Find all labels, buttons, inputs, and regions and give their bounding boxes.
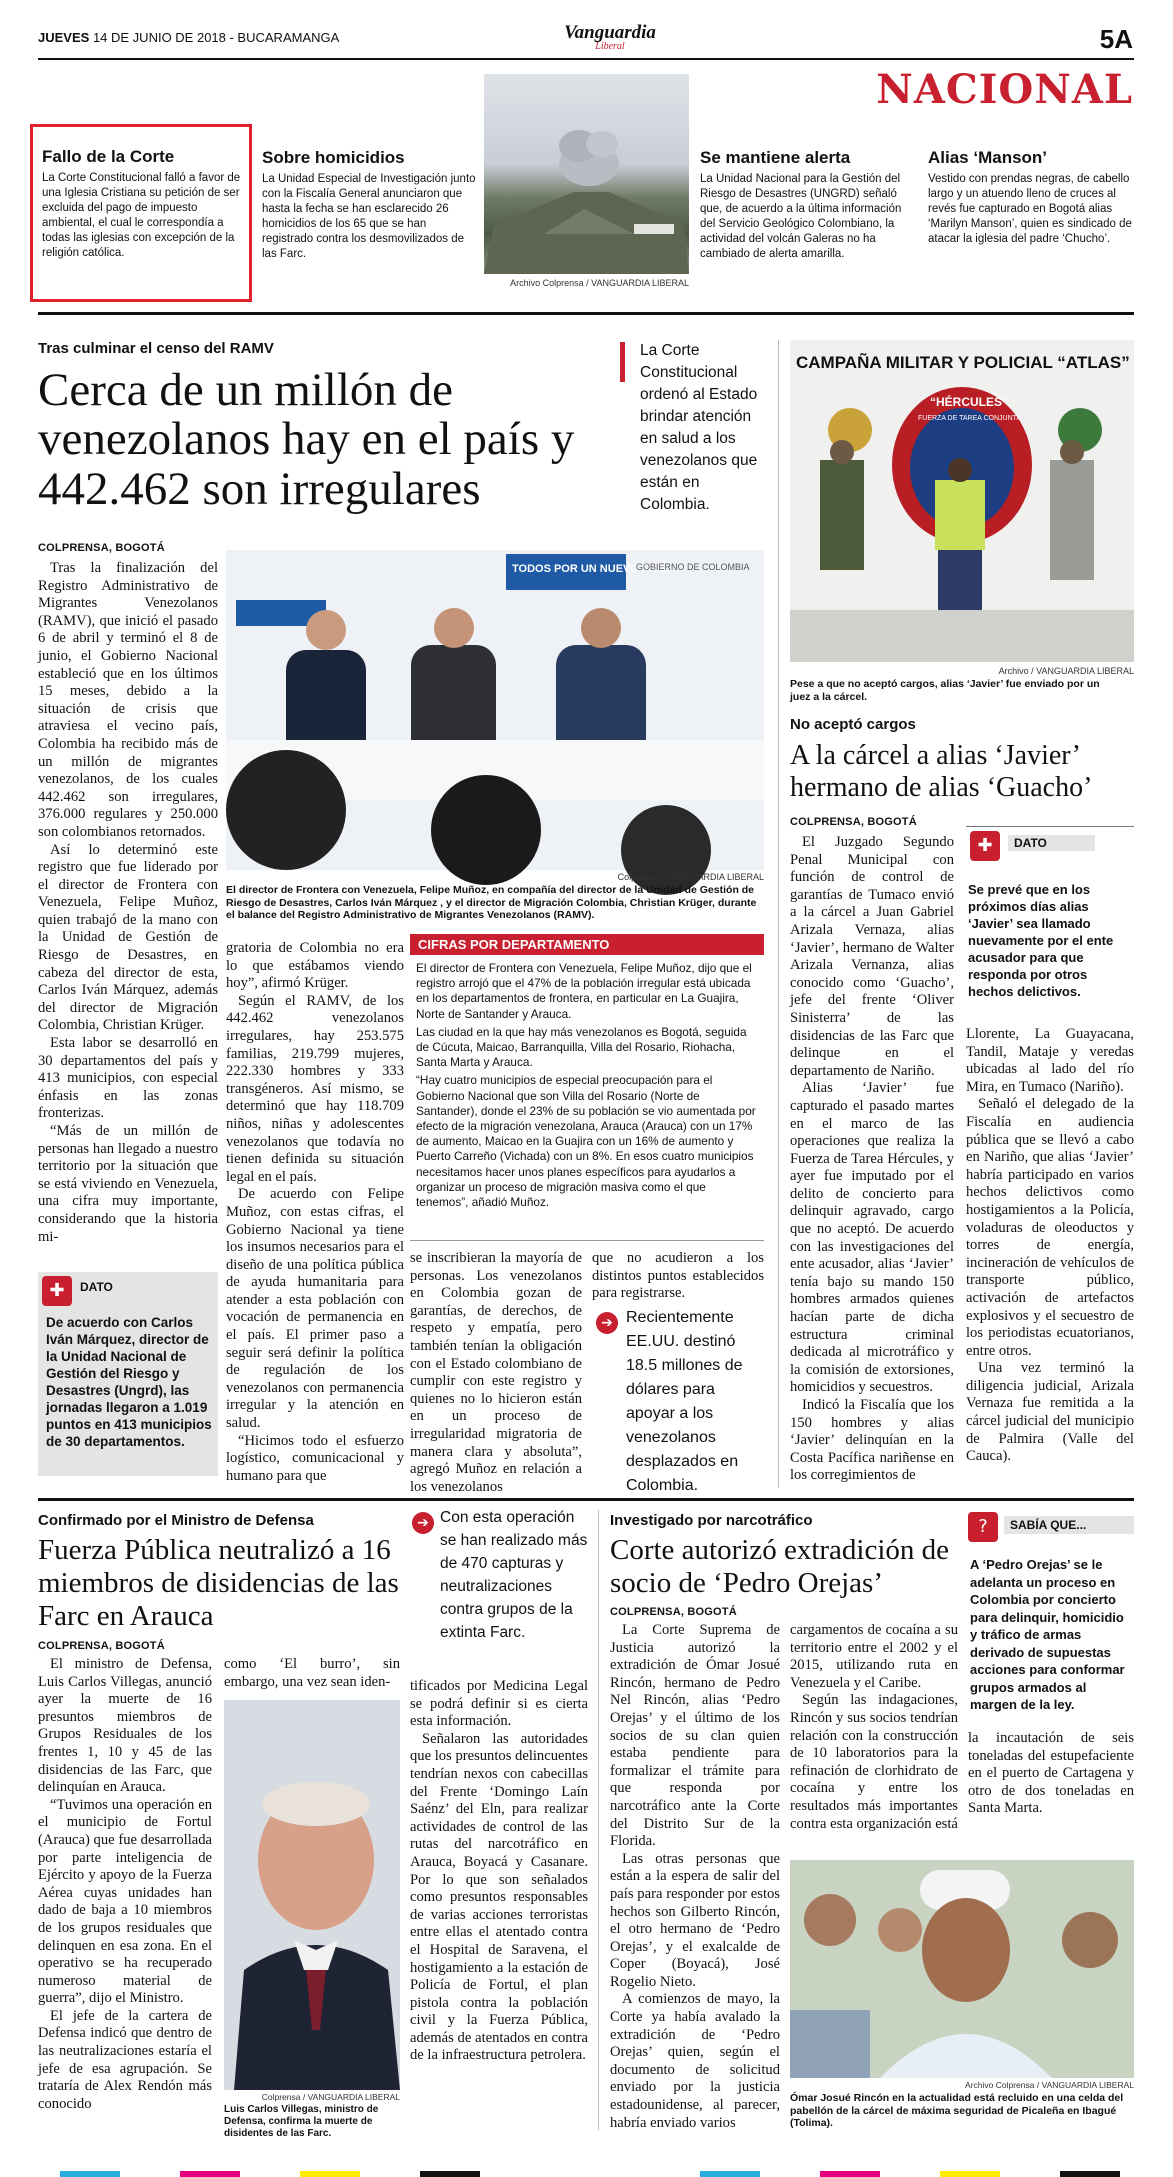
orejas-kicker: Investigado por narcotráfico: [610, 1512, 813, 1529]
color-bar: [420, 2171, 480, 2177]
orejas-headline: Corte autorizó extradición de socio de ‘Pedro Orejas’: [610, 1534, 950, 1599]
press-conference-image: [226, 550, 764, 870]
paragraph: De acuerdo con Felipe Muñoz, con estas cifras, el Gobierno Nacional ya tiene los insumos necesarios para el diseño de una política pública de ayuda humanitaria para atender a esta población con vocación de permanencia en el país. El primer paso a seguir será definir la política de regulación de los venezolanos con permanencia irregular y la atención en salud.: [226, 1186, 404, 1432]
main-col2: [226, 940, 404, 1484]
orejas-col2: [790, 1622, 958, 1852]
main-byline: COLPRENSA, BOGOTÁ: [38, 542, 165, 554]
cifras-box-title: CIFRAS POR DEPARTAMENTO: [410, 934, 764, 955]
rincon-credit: Archivo Colprensa / VANGUARDIA LIBERAL: [965, 2080, 1134, 2090]
paragraph: La Corte Suprema de Justicia autorizó la extradición de Ómar Josué Rincón, hermano de Pedro Nel Rincón, alias ‘Pedro Orejas’ y el último de los socios de su clan quien estaba pendiente para formalizar el trámite para que responda por narcotráfico ante la Corte del Distrito Sur de la Florida.: [610, 1622, 780, 1850]
atlas-kicker: No aceptó cargos: [790, 716, 916, 733]
main-photo: [226, 550, 764, 870]
paragraph: El Juzgado Segundo Penal Municipal con función de control de garantías de Tumaco envió a la cárcel a Juan Gabriel Arizala Vernaza, alias ‘Javier’, hermano de Walter Arizala Vernanza, alias conocido como ‘Guacho’, jefe del frente ‘Oliver Sinisterra’ de las disidencias de las Farc que delinque en el departamento de Nariño.: [790, 834, 954, 1079]
sabia-box: [968, 1512, 1134, 1722]
volcano-credit: Archivo Colprensa / VANGUARDIA LIBERAL: [510, 278, 689, 288]
info-icon: ?: [968, 1512, 998, 1542]
brief-fallo: [30, 124, 252, 302]
volcano-photo: [484, 74, 689, 274]
column-divider: [778, 340, 779, 1488]
villegas-caption: Luis Carlos Villegas, ministro de Defensa, confirma la muerte de disidentes de las Farc.: [224, 2104, 379, 2139]
paragraph: El jefe de la cartera de Defensa indicó que dentro de las neutralizaciones estaría el jefe de esa agrupación. Se trataría de Alex Rendón más conocido: [38, 2007, 212, 2112]
rincon-image: [790, 1860, 1134, 2078]
brief-title: Alias ‘Manson’: [928, 148, 1048, 167]
paragraph: Indicó la Fiscalía que los 150 hombres y alias ‘Javier’ delinquían en la Costa Pacífica nariñense en los corregimientos de: [790, 1397, 954, 1484]
masthead-dateline: [38, 30, 339, 45]
main-photo-caption: El director de Frontera con Venezuela, Felipe Muñoz, en compañía del director de la Unidad de Gestión de Riesgo de Desastres, Carlos Iván Márquez , y el director de Migración Colombia, Christian Krüger, durante el balance del Registro Administrativo de Migrantes Venezolanos (RAMV).: [226, 884, 757, 921]
paragraph: que no acudieron a los distintos puntos establecidos para registrarse.: [592, 1250, 764, 1302]
banner-text-2: GOBIERNO DE COLOMBIA: [636, 562, 750, 572]
farc-col2-top: [224, 1656, 400, 1691]
brief-alerta: [700, 148, 915, 262]
brief-body: La Unidad Especial de Investigación junto con la Fiscalía General anunciaron que hasta la fecha se han esclarecido 26 homicidios de los 65 que se han registrado contra los desmovilizados de las Farc.: [262, 173, 476, 260]
paragraph: Señaló el delegado de la Fiscalía en audiencia pública que se llevó a cabo en Nariño, que alias ‘Javier’ habría participado en varios hechos delictivos como hostigamientos a la Policía, voladuras de oleoductos y torres de energía, incineración de vehículos de transporte público, activación de artefactos explosivos y el secuestro de los periodistas ecuatorianos, entre otros.: [966, 1096, 1134, 1359]
military-campaign-image: [790, 340, 1134, 662]
color-bar: [820, 2171, 880, 2177]
atlas-photo: [790, 340, 1134, 662]
paragraph: Según el RAMV, de los 442.462 venezolanos irregulares, hay 253.575 familias, 219.799 mujeres, 222.330 hombres y 333 transgéneros. Así mismo, se determinó que hay 118.709 niños, niñas y adolescentes venezolanos que todavía no tienen definida su situación legal en el país.: [226, 992, 404, 1185]
atlas-col2: [966, 1026, 1134, 1496]
atlas-headline: A la cárcel a alias ‘Javier’ hermano de alias ‘Guacho’: [790, 740, 1093, 803]
portrait-image: [224, 1700, 400, 2090]
cifras-box: [410, 934, 764, 1234]
brief-title: Fallo de la Corte: [42, 147, 175, 166]
atlas-dato-box: [966, 826, 1134, 998]
brief-homicidios: [262, 148, 480, 262]
color-bar: [700, 2171, 760, 2177]
rincon-caption: Ómar Josué Rincón en la actualidad está recluido en una celda del pabellón de la cárcel de máxima seguridad de Picaleña en Ibagué (Tolima).: [790, 2092, 1124, 2129]
paragraph: Esta labor se desarrolló en 30 departamentos del país y 413 municipios, con especial énfasis en las zonas fronterizas.: [38, 1035, 218, 1122]
color-bar: [940, 2171, 1000, 2177]
atlas-badge-sub: FUERZA DE TAREA CONJUNTA: [918, 415, 1022, 422]
orejas-col1: [610, 1622, 780, 2131]
section-title: NACIONAL: [876, 66, 1133, 113]
farc-headline: Fuerza Pública neutralizó a 16 miembros de disidencias de las Farc en Arauca: [38, 1534, 399, 1632]
farc-kicker: Confirmado por el Ministro de Defensa: [38, 1512, 314, 1529]
paragraph: “Más de un millón de personas han llegado a nuestro territorio por la situación que se está viviendo en Venezuela, una cifra muy importante, considerando que la historia mi-: [38, 1123, 218, 1245]
arrow-icon: ➔: [412, 1512, 434, 1534]
volcano-image: [484, 74, 689, 274]
paragraph: Las otras personas que están a la espera de salir del país para responder por estos hechos son Gilberto Rincón, el otro hermano de ‘Pedro Orejas’, y el exalcalde de Coper (Boyacá), José Rogelio Nieto.: [610, 1850, 780, 1990]
paragraph: El ministro de Defensa, Luis Carlos Villegas, anunció ayer la muerte de 16 presuntos miembros de Grupos Residuales de los frentes 1, 10 y 45 de las disidencias de las Farc, que delinquían en Arauca.: [38, 1656, 212, 1796]
paragraph: Las ciudad en la que hay más venezolanos es Bogotá, seguida de Cúcuta, Maicao, Barranquilla, Villa del Rosario, Riohacha, Santa Marta y Arauca.: [416, 1024, 747, 1070]
main-col4: [592, 1250, 764, 1303]
cifras-box-body: [410, 955, 764, 1210]
dato-text: Se prevé que en los próximos días alias ‘Javier’ sea llamado nuevamente por el ente acusador para que responda por otros hechos delictivos.: [968, 882, 1114, 999]
paragraph: como ‘El burro’, sin embargo, una vez sean iden-: [224, 1656, 400, 1690]
atlas-badge: “HÉRCULES”: [930, 395, 1009, 409]
orejas-byline: COLPRENSA, BOGOTÁ: [610, 1606, 737, 1618]
brief-body: La Corte Constitucional falló a favor de una Iglesia Cristiana su petición de ser excluida del pago de impuesto ambiental, el cual le correspondía a todas las iglesias con excepción de la religión católica.: [42, 172, 241, 259]
main-headline: Cerca de un millón de venezolanos hay en el país y 442.462 son irregulares: [38, 364, 575, 515]
paragraph: Según las indagaciones, Rincón y sus socios tendrían relación con la construcción de 10 laboratorios para la refinación de clorhidrato de cocaína y entre los resultados más importantes contra esta organización está: [790, 1692, 958, 1832]
main-dato-box: [38, 1272, 218, 1476]
paragraph: Señalaron las autoridades que los presuntos delincuentes tendrían nexos con cabecillas del Frente ‘Domingo Laín Saénz’ del Eln, para realizar actividades de control de las rutas del narcotráfico en Arauca, Boyacá y Casanare. Por lo que son señalados como presuntos responsables de varias acciones terroristas entre ellas el atentado contra el Hospital de Saravena, el hostigamiento a la estación de Policía de Fortul, el plan pistola contra la población civil y la Fuerza Pública, además de atentados en contra de la infraestructura petrolera.: [410, 1730, 588, 2064]
brief-body: La Unidad Nacional para la Gestión del Riesgo de Desastres (UNGRD) señaló que, de acuerdo a la última información del Servicio Geológico Colombiano, la actividad del volcán Galeras no ha cambiado de alerta amarilla.: [700, 173, 902, 260]
color-bar: [60, 2171, 120, 2177]
sabia-label: SABÍA QUE...: [1004, 1516, 1134, 1534]
atlas-caption: Pese a que no aceptó cargos, alias ‘Javier’ fue enviado por un juez a la cárcel.: [790, 678, 1100, 703]
atlas-byline: COLPRENSA, BOGOTÁ: [790, 816, 917, 828]
main-pullquote: La Corte Constitucional ordenó al Estado brindar atención en salud a los venezolanos que están en Colombia.: [640, 342, 758, 513]
atlas-credit: Archivo / VANGUARDIA LIBERAL: [998, 666, 1134, 676]
paragraph: “Hay cuatro municipios de especial preocupación para el Gobierno Nacional que son Villa del Rosario (Norte de Santander), donde el 23% de su población se vio aumentada por efecto de la migración venezolana, Arauca (Arauca) con un 17% de aumento, Maicao en la Guajira con un 16% de aumento y Puerto Carreño (Vichada) con un 8%. En esos cuatro municipios necesitamos hacer unos planes específicos para ayudarlos a organizar un proceso de migración masiva como el que tenemos”, añadió Muñoz.: [416, 1073, 756, 1210]
arrow-icon: ➔: [596, 1312, 618, 1334]
atlas-banner: CAMPAÑA MILITAR Y POLICIAL “ATLAS”: [796, 353, 1130, 372]
paragraph: se inscribieran la mayoría de personas. Los venezolanos en Colombia gozan de garantías, de derechos, de respeto y empatía, pero también tenían la obligación con el Estado colombiano de cumplir con este registro y quienes no lo hicieron están en un proceso de irregularidad migratoria de manera clara y absoluta”, agregó Muñoz en relación a los venezolanos: [410, 1250, 582, 1495]
sabia-text: A ‘Pedro Orejas’ se le adelanta un proceso en Colombia por concierto para delinquir, homicidio y tráfico de armas derivado de supuestas acciones para conformar grupos armados al margen de la ley.: [970, 1557, 1125, 1712]
briefs-rule: [38, 312, 1134, 315]
main-pull-marker: [620, 342, 625, 382]
page-number: 5A: [1099, 24, 1133, 54]
section-rule: [38, 1498, 1134, 1501]
orejas-col3: [968, 1730, 1134, 1818]
color-bar: [300, 2171, 360, 2177]
paragraph: cargamentos de cocaína a su territorio entre el 2002 y el 2015, utilizando ruta en Venezuela y el Caribe.: [790, 1622, 958, 1691]
atlas-col1: [790, 834, 954, 1500]
color-bar: [180, 2171, 240, 2177]
villegas-credit: Colprensa / VANGUARDIA LIBERAL: [261, 2092, 400, 2102]
color-bar: [1060, 2171, 1120, 2177]
villegas-photo: [224, 1700, 400, 2090]
cifras-box-rule: [410, 1240, 764, 1241]
brief-title: Sobre homicidios: [262, 148, 405, 167]
column-divider: [598, 1510, 599, 2130]
puzzle-icon: ✚: [42, 1276, 72, 1306]
brief-manson: [928, 148, 1138, 247]
masthead-logo: [540, 24, 680, 51]
farc-col1: [38, 1656, 212, 2120]
dato-label: DATO: [1008, 835, 1095, 851]
paragraph: Una vez terminó la diligencia judicial, Arizala Vernaza fue remitida a la cárcel judicial del municipio de Palmira (Valle del Cauca).: [966, 1360, 1134, 1465]
brief-body: Vestido con prendas negras, de cabello largo y un atuendo lleno de cruces al revés fue capturado en Bogotá alias ‘Marilyn Manson’, quien es sindicado de atacar la iglesia del padre ‘Chucho’.: [928, 173, 1132, 245]
paragraph: Tras la finalización del Registro Administrativo de Migrantes Venezolanos (RAMV), que inició el pasado 6 de abril y terminó el 8 de junio, el Gobierno Nacional estableció que en los últimos 15 meses, debido a la situación de crisis que atraviesa el vecino país, Colombia ha recibido más de un millón de migrantes venezolanos, de los cuales 442.462 son irregulares, 376.000 regulares y 250.000 son colombianos retornados.: [38, 560, 218, 840]
brief-title: Se mantiene alerta: [700, 148, 851, 167]
paragraph: la incautación de seis toneladas del estupefaciente en el puerto de Cartagena y otro de dos toneladas en Santa Marta.: [968, 1730, 1134, 1817]
paragraph: tificados por Medicina Legal se podrá definir si es cierta esta información.: [410, 1678, 588, 1730]
masthead-day: JUEVES: [38, 30, 90, 45]
dato-text: De acuerdo con Carlos Iván Márquez, director de la Unidad Nacional de Gestión del Riesgo y Desastres (Ungrd), las jornadas llegaron a 1.019 puntos en 413 municipios de 30 departamentos.: [46, 1315, 212, 1449]
paragraph: Alias ‘Javier’ fue capturado el pasado martes en el marco de las operaciones que realiza la Fuerza de Tarea Hércules, y ayer fue imputado por el delito de concierto para delinquir agravado, cargo que no aceptó. De acuerdo con las investigaciones del ente acusador, alias ‘Javier’ tenía bajo su mando 150 hombres armados quienes hacían parte de dicha estructura criminal dedicada al microtráfico y la comisión de extorsiones, homicidios y secuestros.: [790, 1080, 954, 1396]
banner-text: TODOS POR UN NUEVO PAÍS: [512, 563, 667, 575]
paragraph: A comienzos de mayo, la Corte ya había avalado la extradición de ‘Pedro Orejas’ quien, según el documento de solicitud enviado por la justicia estadounidense, al parecer, habría enviado varios: [610, 1991, 780, 2131]
rincon-photo: [790, 1860, 1134, 2078]
paragraph: El director de Frontera con Venezuela, Felipe Muñoz, dijo que el registro arrojó que el 47% de la población irregular está ubicada en los departamentos de frontera, en particular en La Guajira, Norte de Santander y Arauca.: [416, 961, 752, 1021]
reciente-box: Recientemente EE.UU. destinó 18.5 millones de dólares para apoyar a los venezolanos desplazados en Colombia.: [626, 1309, 743, 1494]
logo-sub: Liberal: [595, 41, 625, 52]
farc-byline: COLPRENSA, BOGOTÁ: [38, 1640, 165, 1652]
paragraph: “Tuvimos una operación en el municipio de Fortul (Arauca) que fue desarrollada por parte inteligencia de Ejército y apoyo de la Fuerza Aérea cuyas unidades han dado de baja a 10 miembros de los grupos residuales que delinquen en esa zona. En el operativo se ha recuperado numeroso material de guerra”, dijo el Ministro.: [38, 1796, 212, 2007]
paragraph: Llorente, La Guayacana, Tandil, Mataje y veredas ubicadas al lado del río Mira, en Tumaco (Nariño).: [966, 1026, 1134, 1095]
masthead-rule: [38, 58, 1134, 60]
paragraph: gratoria de Colombia no era lo que estábamos viendo hoy”, afirmó Krüger.: [226, 940, 404, 992]
paragraph: “Hicimos todo el esfuerzo logístico, comunicacional y humano para que: [226, 1432, 404, 1484]
main-col3: [410, 1250, 582, 1494]
masthead-date: 14 DE JUNIO DE 2018 - BUCARAMANGA: [92, 30, 340, 45]
paragraph: Así lo determinó este registro que fue liderado por el director de Frontera con Venezuela, Felipe Muñoz, quien trabajó de la mano con la Unidad de Gestión de Riesgo de Desastres, en cabeza del director de esta, Carlos Iván Márquez, además del director de Migración Colombia, Christian Krüger.: [38, 841, 218, 1034]
main-col1: [38, 560, 218, 1272]
dato-label: DATO: [80, 1280, 113, 1294]
main-photo-credit: Colprensa / VANGUARDIA LIBERAL: [617, 872, 764, 882]
main-kicker: Tras culminar el censo del RAMV: [38, 340, 274, 357]
farc-col3: [410, 1678, 588, 2118]
puzzle-icon: ✚: [970, 831, 1000, 861]
farc-pull: Con esta operación se han realizado más de 470 capturas y neutralizaciones contra grupos de la extinta Farc.: [440, 1509, 588, 1641]
logo-main: Vanguardia: [564, 22, 656, 43]
